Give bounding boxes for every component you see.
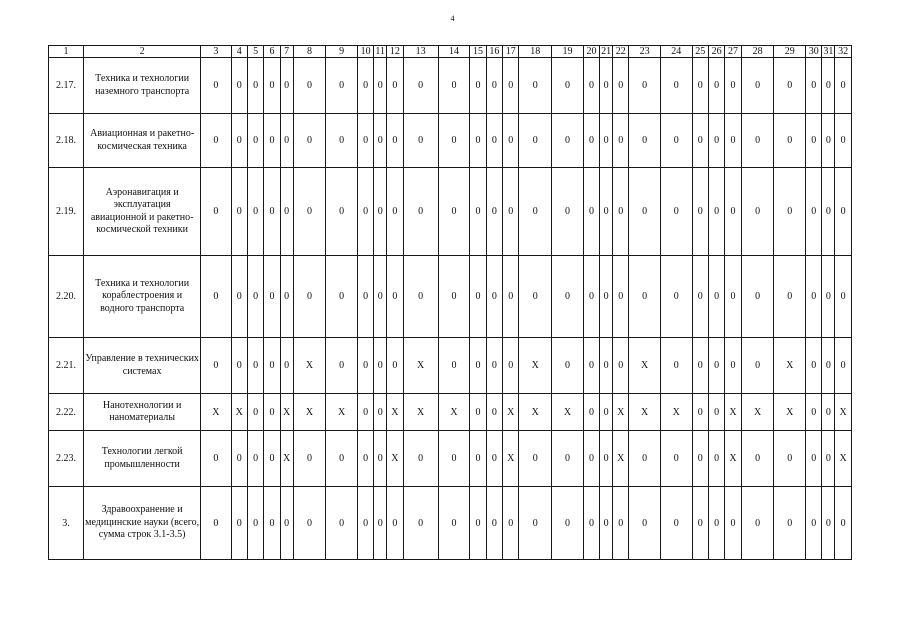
table-cell: 0	[357, 114, 373, 168]
table-cell: 0	[247, 168, 263, 256]
table-cell: 0	[583, 168, 599, 256]
table-cell: 0	[583, 114, 599, 168]
table-cell: 0	[201, 338, 231, 394]
table-cell: 0	[293, 256, 326, 338]
table-cell: 0	[692, 394, 708, 431]
row-name: Техника и технологии кораблестроения и водного транспорта	[84, 256, 201, 338]
table-cell: 0	[629, 487, 661, 560]
table-cell: 0	[231, 168, 247, 256]
table-cell: 0	[486, 58, 502, 114]
table-cell: 0	[486, 256, 502, 338]
table-cell: 0	[438, 114, 470, 168]
table-cell: 0	[403, 487, 438, 560]
table-cell: 0	[374, 431, 387, 487]
table-row	[49, 394, 852, 431]
table-cell: 0	[374, 338, 387, 394]
table-cell: 0	[519, 256, 552, 338]
column-number: 14	[438, 46, 470, 58]
table-cell: 0	[374, 168, 387, 256]
table-cell: 0	[201, 168, 231, 256]
column-number: 15	[470, 46, 486, 58]
column-number: 23	[629, 46, 661, 58]
table-cell: X	[741, 394, 774, 431]
table-cell: 0	[629, 256, 661, 338]
table-cell: X	[774, 394, 806, 431]
table-cell: 0	[552, 431, 584, 487]
table-cell: 0	[264, 168, 280, 256]
statistics-table	[48, 45, 852, 560]
table-cell: 0	[470, 338, 486, 394]
table-cell: 0	[822, 58, 835, 114]
table-cell: 0	[600, 394, 613, 431]
table-row	[49, 431, 852, 487]
table-cell: 0	[293, 431, 326, 487]
table-cell: 0	[806, 114, 822, 168]
table-cell: 0	[438, 487, 470, 560]
table-cell: 0	[264, 431, 280, 487]
table-cell: 0	[374, 256, 387, 338]
table-cell: 0	[613, 487, 629, 560]
table-cell: 0	[708, 168, 724, 256]
table-cell: 0	[835, 338, 852, 394]
table-cell: 0	[357, 394, 373, 431]
table-cell: 0	[583, 338, 599, 394]
column-number: 20	[583, 46, 599, 58]
table-cell: 0	[280, 58, 293, 114]
table-cell: 0	[357, 338, 373, 394]
table-cell: 0	[708, 338, 724, 394]
column-number: 21	[601, 45, 612, 57]
table-cell: X	[613, 431, 629, 487]
table-cell: 0	[374, 58, 387, 114]
column-number: 6	[264, 46, 280, 58]
table-cell: 0	[600, 431, 613, 487]
table-row	[49, 487, 852, 560]
row-name: Управление в технических системах	[84, 338, 201, 394]
table-row	[49, 338, 852, 394]
column-number: 30	[806, 46, 822, 58]
table-cell: X	[387, 431, 403, 487]
table-cell: 0	[264, 338, 280, 394]
table-cell: 0	[201, 431, 231, 487]
table-cell: 0	[403, 58, 438, 114]
table-cell: 0	[774, 58, 806, 114]
table-cell: 0	[503, 256, 519, 338]
table-cell: 0	[583, 487, 599, 560]
table-cell: 0	[486, 168, 502, 256]
table-cell: 0	[357, 256, 373, 338]
table-cell: 0	[280, 168, 293, 256]
table-cell: 0	[264, 394, 280, 431]
row-name: Аэронавигация и эксплуатация авиационной и ракетно-космической техники	[84, 168, 201, 256]
table-cell: 0	[822, 168, 835, 256]
table-cell: 0	[438, 431, 470, 487]
table-cell: 0	[519, 168, 552, 256]
table-cell: X	[725, 431, 741, 487]
table-cell: 0	[201, 487, 231, 560]
column-number: 10	[357, 46, 373, 58]
table-cell: 0	[293, 487, 326, 560]
column-number: 5	[247, 46, 263, 58]
column-number: 7	[280, 46, 293, 58]
table-cell: 0	[552, 114, 584, 168]
table-cell: 0	[438, 338, 470, 394]
table-cell: 0	[403, 114, 438, 168]
table-cell: 0	[708, 58, 724, 114]
column-number: 4	[231, 46, 247, 58]
row-name: Технологии легкой промышленности	[84, 431, 201, 487]
table-cell: 0	[600, 58, 613, 114]
table-cell: 0	[583, 394, 599, 431]
table-cell: X	[201, 394, 231, 431]
table-cell: 0	[280, 338, 293, 394]
row-code: 2.19.	[49, 168, 84, 256]
table-cell: 0	[692, 431, 708, 487]
table-cell: 0	[552, 168, 584, 256]
table-cell: 0	[629, 168, 661, 256]
table-cell: 0	[264, 256, 280, 338]
table-cell: 0	[247, 431, 263, 487]
row-name: Авиационная и ракетно-космическая техника	[84, 114, 201, 168]
row-code: 2.18.	[49, 114, 84, 168]
column-number: 1	[49, 46, 84, 58]
table-cell: X	[403, 394, 438, 431]
table-cell: 0	[613, 58, 629, 114]
table-cell: X	[629, 394, 661, 431]
table-cell: 0	[613, 338, 629, 394]
table-cell: 0	[486, 114, 502, 168]
table-cell: X	[503, 394, 519, 431]
table-cell: 0	[387, 487, 403, 560]
table-cell: 0	[741, 58, 774, 114]
table-cell: 0	[374, 487, 387, 560]
table-cell: 0	[519, 58, 552, 114]
table-cell: 0	[583, 256, 599, 338]
table-cell: 0	[387, 338, 403, 394]
table-cell: 0	[247, 58, 263, 114]
table-cell: 0	[264, 487, 280, 560]
table-cell: 0	[708, 394, 724, 431]
table-cell: X	[519, 338, 552, 394]
table-cell: 0	[470, 394, 486, 431]
table-cell: 0	[822, 487, 835, 560]
table-cell: X	[629, 338, 661, 394]
table-cell: 0	[326, 487, 358, 560]
table-cell: 0	[822, 338, 835, 394]
table-cell: 0	[708, 256, 724, 338]
table-cell: 0	[692, 58, 708, 114]
column-number: 32	[835, 46, 852, 58]
table-cell: 0	[470, 431, 486, 487]
table-cell: X	[519, 394, 552, 431]
table-cell: 0	[552, 338, 584, 394]
table-cell: 0	[519, 487, 552, 560]
column-number: 22	[613, 46, 629, 58]
table-cell: 0	[708, 431, 724, 487]
column-number: 31	[823, 45, 834, 57]
table-cell: X	[613, 394, 629, 431]
table-cell: 0	[774, 487, 806, 560]
column-number: 25	[692, 46, 708, 58]
table-cell: 0	[357, 58, 373, 114]
table-cell: 0	[725, 168, 741, 256]
table-cell: X	[326, 394, 358, 431]
table-cell: 0	[692, 487, 708, 560]
table-cell: X	[293, 394, 326, 431]
table-cell: 0	[280, 256, 293, 338]
table-cell: 0	[583, 431, 599, 487]
table-cell: 0	[247, 487, 263, 560]
row-code: 2.17.	[49, 58, 84, 114]
table-cell: 0	[806, 431, 822, 487]
table-cell: X	[293, 338, 326, 394]
table-cell: 0	[247, 338, 263, 394]
table-cell: 0	[387, 114, 403, 168]
table-cell: 0	[774, 114, 806, 168]
table-cell: 0	[708, 114, 724, 168]
table-cell: 0	[486, 431, 502, 487]
table-cell: 0	[201, 256, 231, 338]
table-cell: 0	[822, 114, 835, 168]
table-cell: 0	[293, 168, 326, 256]
table-cell: 0	[774, 168, 806, 256]
table-cell: 0	[600, 338, 613, 394]
table-cell: 0	[486, 487, 502, 560]
table-cell: 0	[231, 431, 247, 487]
table-cell: 0	[280, 487, 293, 560]
table-cell: 0	[357, 431, 373, 487]
table-cell: 0	[438, 256, 470, 338]
table-cell: X	[503, 431, 519, 487]
table-cell: 0	[470, 256, 486, 338]
column-number: 2	[84, 46, 201, 58]
column-number: 12	[387, 46, 403, 58]
table-cell: X	[835, 394, 852, 431]
column-number: 19	[552, 46, 584, 58]
column-number: 9	[326, 46, 358, 58]
row-name: Нанотехнологии и наноматериалы	[84, 394, 201, 431]
table-cell: X	[280, 394, 293, 431]
table-cell: 0	[387, 256, 403, 338]
column-number: 11	[375, 45, 386, 57]
table-cell: 0	[552, 58, 584, 114]
table-cell: 0	[247, 394, 263, 431]
table-cell: 0	[613, 256, 629, 338]
table-cell: 0	[326, 431, 358, 487]
table-cell: 0	[806, 394, 822, 431]
table-cell: 0	[741, 256, 774, 338]
table-cell: 0	[725, 487, 741, 560]
table-cell: 0	[692, 168, 708, 256]
page-number: 4	[450, 14, 455, 23]
table-cell: X	[387, 394, 403, 431]
column-number: 29	[774, 46, 806, 58]
table-cell: 0	[741, 431, 774, 487]
table-cell: 0	[835, 58, 852, 114]
table-cell: 0	[264, 114, 280, 168]
table-cell: 0	[660, 58, 692, 114]
table-cell: 0	[660, 256, 692, 338]
row-code: 2.22.	[49, 394, 84, 431]
table-cell: 0	[470, 58, 486, 114]
table-cell: 0	[552, 256, 584, 338]
table-cell: 0	[774, 256, 806, 338]
table-cell: 0	[660, 487, 692, 560]
table-cell: 0	[293, 114, 326, 168]
table-cell: 0	[629, 431, 661, 487]
table-cell: 0	[725, 114, 741, 168]
table-cell: 0	[806, 58, 822, 114]
table-cell: 0	[660, 168, 692, 256]
table-cell: 0	[503, 58, 519, 114]
table-cell: 0	[403, 256, 438, 338]
row-name: Здравоохранение и медицинские науки (всего, сумма строк 3.1-3.5)	[84, 487, 201, 560]
column-number: 16	[486, 46, 502, 58]
table-cell: 0	[692, 256, 708, 338]
table-cell: 0	[600, 487, 613, 560]
table-cell: 0	[357, 168, 373, 256]
table-cell: 0	[293, 58, 326, 114]
table-cell: 0	[835, 168, 852, 256]
table-cell: 0	[247, 256, 263, 338]
table-cell: 0	[403, 431, 438, 487]
table-cell: 0	[741, 114, 774, 168]
table-cell: 0	[201, 58, 231, 114]
column-number: 18	[519, 46, 552, 58]
table-cell: 0	[231, 114, 247, 168]
table-cell: 0	[264, 58, 280, 114]
row-code: 2.20.	[49, 256, 84, 338]
table-cell: 0	[326, 114, 358, 168]
table-cell: 0	[708, 487, 724, 560]
column-number: 13	[403, 46, 438, 58]
table-cell: 0	[470, 168, 486, 256]
table-row	[49, 256, 852, 338]
row-code: 2.21.	[49, 338, 84, 394]
table-cell: 0	[470, 114, 486, 168]
table-cell: 0	[660, 338, 692, 394]
table-cell: 0	[438, 58, 470, 114]
table-cell: 0	[835, 256, 852, 338]
table-cell: 0	[835, 487, 852, 560]
table-row	[49, 114, 852, 168]
table-cell: 0	[357, 487, 373, 560]
table-cell: 0	[280, 114, 293, 168]
table-cell: 0	[403, 168, 438, 256]
column-number: 28	[741, 46, 774, 58]
table-cell: 0	[660, 114, 692, 168]
table-cell: 0	[692, 338, 708, 394]
column-number-row	[49, 46, 852, 58]
table-cell: 0	[519, 431, 552, 487]
table-cell: 0	[374, 394, 387, 431]
table-cell: 0	[231, 487, 247, 560]
table-cell: 0	[806, 256, 822, 338]
table-cell: 0	[835, 114, 852, 168]
table-cell: 0	[519, 114, 552, 168]
table-cell: 0	[231, 58, 247, 114]
table-cell: 0	[613, 114, 629, 168]
table-row	[49, 168, 852, 256]
table-cell: 0	[629, 58, 661, 114]
table-cell: X	[403, 338, 438, 394]
table-cell: 0	[600, 256, 613, 338]
table-cell: 0	[613, 168, 629, 256]
table-row	[49, 58, 852, 114]
column-number: 27	[725, 46, 741, 58]
column-number: 3	[201, 46, 231, 58]
table-cell: 0	[387, 168, 403, 256]
table-cell: 0	[438, 168, 470, 256]
table-cell: 0	[806, 487, 822, 560]
table-cell: 0	[326, 168, 358, 256]
table-cell: 0	[806, 168, 822, 256]
table-cell: 0	[201, 114, 231, 168]
table-cell: 0	[725, 338, 741, 394]
table-cell: 0	[822, 431, 835, 487]
table-cell: 0	[822, 394, 835, 431]
table-cell: 0	[725, 256, 741, 338]
table-cell: 0	[326, 256, 358, 338]
table-cell: X	[835, 431, 852, 487]
column-number: 8	[293, 46, 326, 58]
row-code: 3.	[49, 487, 84, 560]
table-cell: 0	[387, 58, 403, 114]
table-cell: 0	[583, 58, 599, 114]
table-cell: 0	[692, 114, 708, 168]
table-cell: 0	[629, 114, 661, 168]
table-cell: 0	[660, 431, 692, 487]
table-cell: 0	[503, 487, 519, 560]
table-cell: 0	[600, 168, 613, 256]
table-cell: 0	[503, 338, 519, 394]
table-cell: 0	[470, 487, 486, 560]
table-cell: 0	[741, 487, 774, 560]
table-cell: 0	[725, 58, 741, 114]
table-cell: 0	[486, 394, 502, 431]
table-cell: X	[552, 394, 584, 431]
table-cell: X	[231, 394, 247, 431]
column-number: 17	[503, 46, 519, 58]
table-cell: 0	[552, 487, 584, 560]
table-cell: X	[725, 394, 741, 431]
table-cell: X	[280, 431, 293, 487]
table-cell: X	[438, 394, 470, 431]
table-cell: 0	[326, 338, 358, 394]
table-cell: X	[774, 338, 806, 394]
table-cell: 0	[503, 168, 519, 256]
table-cell: 0	[247, 114, 263, 168]
table-cell: 0	[503, 114, 519, 168]
table-cell: 0	[374, 114, 387, 168]
table-cell: 0	[486, 338, 502, 394]
row-code: 2.23.	[49, 431, 84, 487]
column-number: 24	[660, 46, 692, 58]
column-number: 26	[708, 46, 724, 58]
table-cell: 0	[231, 256, 247, 338]
row-name: Техника и технологии наземного транспорта	[84, 58, 201, 114]
table-cell: 0	[806, 338, 822, 394]
table-cell: 0	[326, 58, 358, 114]
table-cell: 0	[741, 338, 774, 394]
table-cell: 0	[822, 256, 835, 338]
table-cell: 0	[741, 168, 774, 256]
table-cell: 0	[600, 114, 613, 168]
table-cell: X	[660, 394, 692, 431]
table-cell: 0	[774, 431, 806, 487]
table-cell: 0	[231, 338, 247, 394]
